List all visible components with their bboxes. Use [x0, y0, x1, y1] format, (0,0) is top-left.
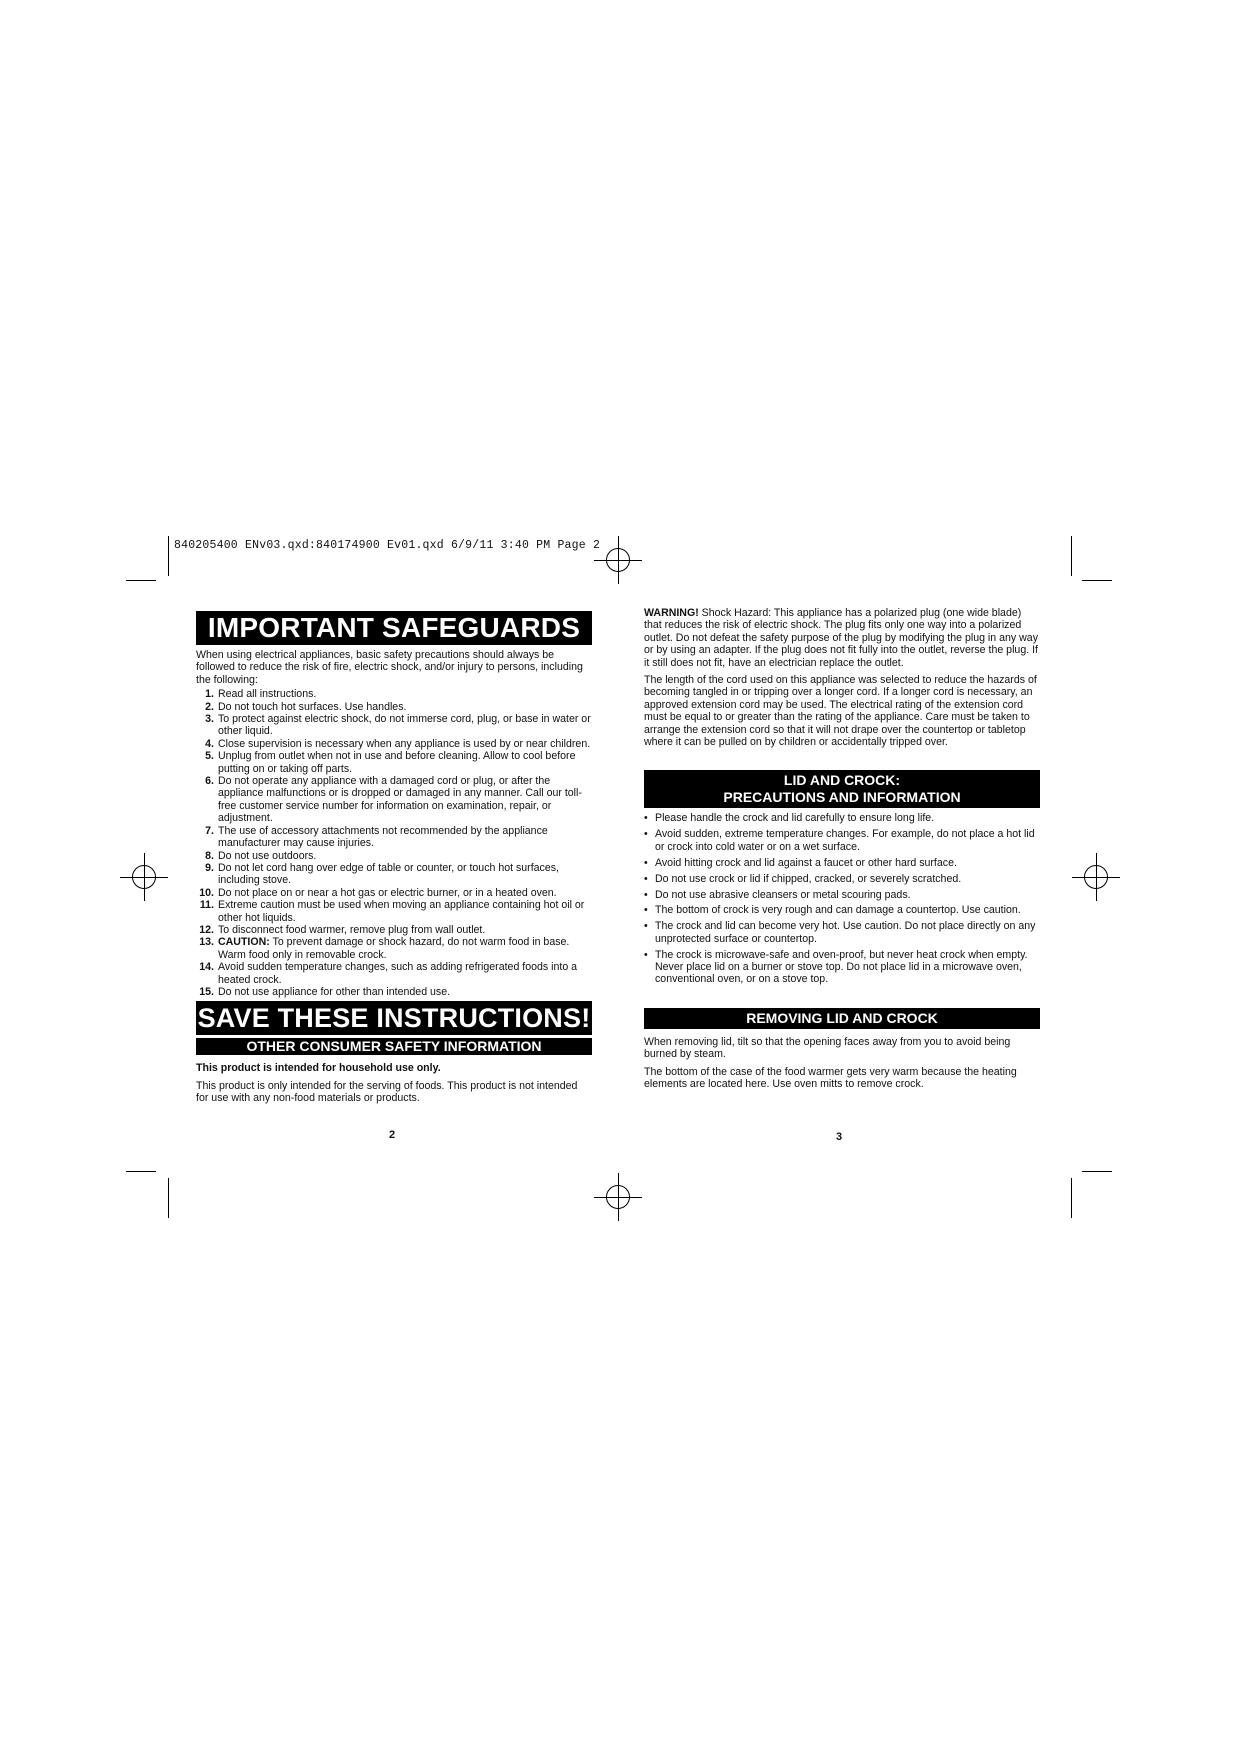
- safeguards-list: [196, 688, 592, 998]
- household-notice: This product is intended for household use only.: [196, 1062, 441, 1075]
- crop-mark: [168, 1178, 169, 1218]
- list-item: 12. To disconnect food warmer, remove plug from wall outlet.: [199, 923, 486, 936]
- crop-mark: [126, 1171, 156, 1172]
- list-item: 13. CAUTION: To prevent damage or shock hazard, do not warm food in base. Warm food only in removable crock.: [199, 936, 570, 961]
- list-item: 5. Unplug from outlet when not in use and before cleaning. Allow to cool before putting on or taking off parts.: [205, 750, 576, 775]
- list-item: 10. Do not place on or near a hot gas or electric burner, or in a heated oven.: [199, 886, 557, 899]
- other-consumer-safety-title: OTHER CONSUMER SAFETY INFORMATION: [196, 1038, 592, 1055]
- list-item: • The crock is microwave-safe and oven-proof, but never heat crock when empty. Never place lid on a burner or stove top. Do not place lid in a microwave oven, conventional oven, or on a stove top.: [644, 949, 1040, 986]
- list-item: 15. Do not use appliance for other than intended use.: [199, 985, 451, 998]
- list-item: • Do not use abrasive cleansers or metal scouring pads.: [644, 889, 1040, 901]
- registration-mark: [606, 548, 630, 572]
- crop-mark: [1071, 536, 1072, 576]
- list-item: 2. Do not touch hot surfaces. Use handles.: [205, 700, 407, 713]
- crop-mark: [126, 580, 156, 581]
- list-item: • Avoid sudden, extreme temperature changes. For example, do not place a hot lid or crock into cold water or on a wet surface.: [644, 828, 1040, 853]
- crop-mark: [1082, 1171, 1112, 1172]
- registration-mark: [606, 1185, 630, 1209]
- important-safeguards-title: IMPORTANT SAFEGUARDS: [196, 611, 592, 645]
- removing-paragraph-2: The bottom of the case of the food warmer gets very warm because the heating elements are located here. Use oven mitts to remove crock.: [644, 1065, 1017, 1091]
- print-slug: 840205400 ENv03.qxd:840174900 Ev01.qxd 6/9/11 3:40 PM Page 2: [174, 539, 601, 552]
- list-item: 11. Extreme caution must be used when moving an appliance containing hot oil or other hot liquids.: [199, 899, 585, 924]
- removing-lid-title: REMOVING LID AND CROCK: [644, 1008, 1040, 1029]
- lid-crock-bullets: [644, 812, 1040, 985]
- lid-and-crock-title: LID AND CROCK: PRECAUTIONS AND INFORMATION: [644, 770, 1040, 808]
- list-item: 7. The use of accessory attachments not recommended by the appliance manufacturer may cause injuries.: [205, 824, 548, 850]
- list-item: 3. To protect against electric shock, do not immerse cord, plug, or base in water or other liquid.: [205, 713, 591, 738]
- list-item: • The crock and lid can become very hot. Use caution. Do not place directly on any unprotected surface or countertop.: [644, 920, 1040, 945]
- crop-mark: [1082, 580, 1112, 581]
- list-item: 6. Do not operate any appliance with a damaged cord or plug, or after the appliance malfunctions or is dropped or damaged in any manner. Call our toll-free customer service number for information on examination, repair, or adjustment.: [205, 775, 582, 825]
- registration-mark: [132, 865, 156, 889]
- right-page: [644, 607, 1040, 1095]
- left-page: [196, 611, 592, 1110]
- page-number-left: 2: [389, 1129, 396, 1141]
- cord-paragraph: The length of the cord used on this appliance was selected to reduce the hazards of becoming tangled in or tripping over a longer cord. If a longer cord is necessary, an approved extension cord may be used. The electrical rating of the extension cord must be equal to or greater than the rating of the appliance. Care must be taken to arrange the extension cord so that it will not drape over the countertop or tabletop where it can be pulled on by children or accidentally tripped over.: [644, 674, 1037, 749]
- warning-paragraph: WARNING! Shock Hazard: This appliance has a polarized plug (one wide blade) that reduces the risk of electric shock. The plug fits only one way into a polarized outlet. Do not defeat the safety purpose of the plug by modifying the plug in any way or by using an adapter. If the plug does not fit fully into the outlet, reverse the plug. If it still does not fit, have an electrician replace the outlet.: [644, 607, 1038, 669]
- list-item: 4. Close supervision is necessary when any appliance is used by or near children.: [205, 737, 591, 750]
- list-item: 1. Read all instructions.: [205, 688, 317, 701]
- save-instructions-title: SAVE THESE INSTRUCTIONS!: [197, 1003, 591, 1034]
- safeguards-intro: When using electrical appliances, basic safety precautions should always be followed to reduce the risk of fire, electric shock, and/or injury to persons, including the following:: [196, 649, 583, 686]
- crop-mark: [1071, 1178, 1072, 1218]
- list-item: • The bottom of crock is very rough and can damage a countertop. Use caution.: [644, 904, 1040, 916]
- list-item: • Avoid hitting crock and lid against a faucet or other hard surface.: [644, 857, 1040, 869]
- list-item: 14. Avoid sudden temperature changes, such as adding refrigerated foods into a heated crock.: [199, 961, 578, 986]
- list-item: 9. Do not let cord hang over edge of table or counter, or touch hot surfaces, including stove.: [205, 861, 559, 887]
- crop-mark: [168, 536, 169, 576]
- list-item: 8. Do not use outdoors.: [205, 849, 317, 862]
- removing-paragraph-1: When removing lid, tilt so that the opening faces away from you to avoid being burned by steam.: [644, 1035, 1011, 1061]
- list-item: • Please handle the crock and lid carefully to ensure long life.: [644, 812, 1040, 824]
- serving-notice: This product is only intended for the serving of foods. This product is not intended for use with any non-food materials or products.: [196, 1079, 578, 1105]
- page-number-right: 3: [836, 1131, 843, 1143]
- list-item: • Do not use crock or lid if chipped, cracked, or severely scratched.: [644, 873, 1040, 885]
- registration-mark: [1084, 865, 1108, 889]
